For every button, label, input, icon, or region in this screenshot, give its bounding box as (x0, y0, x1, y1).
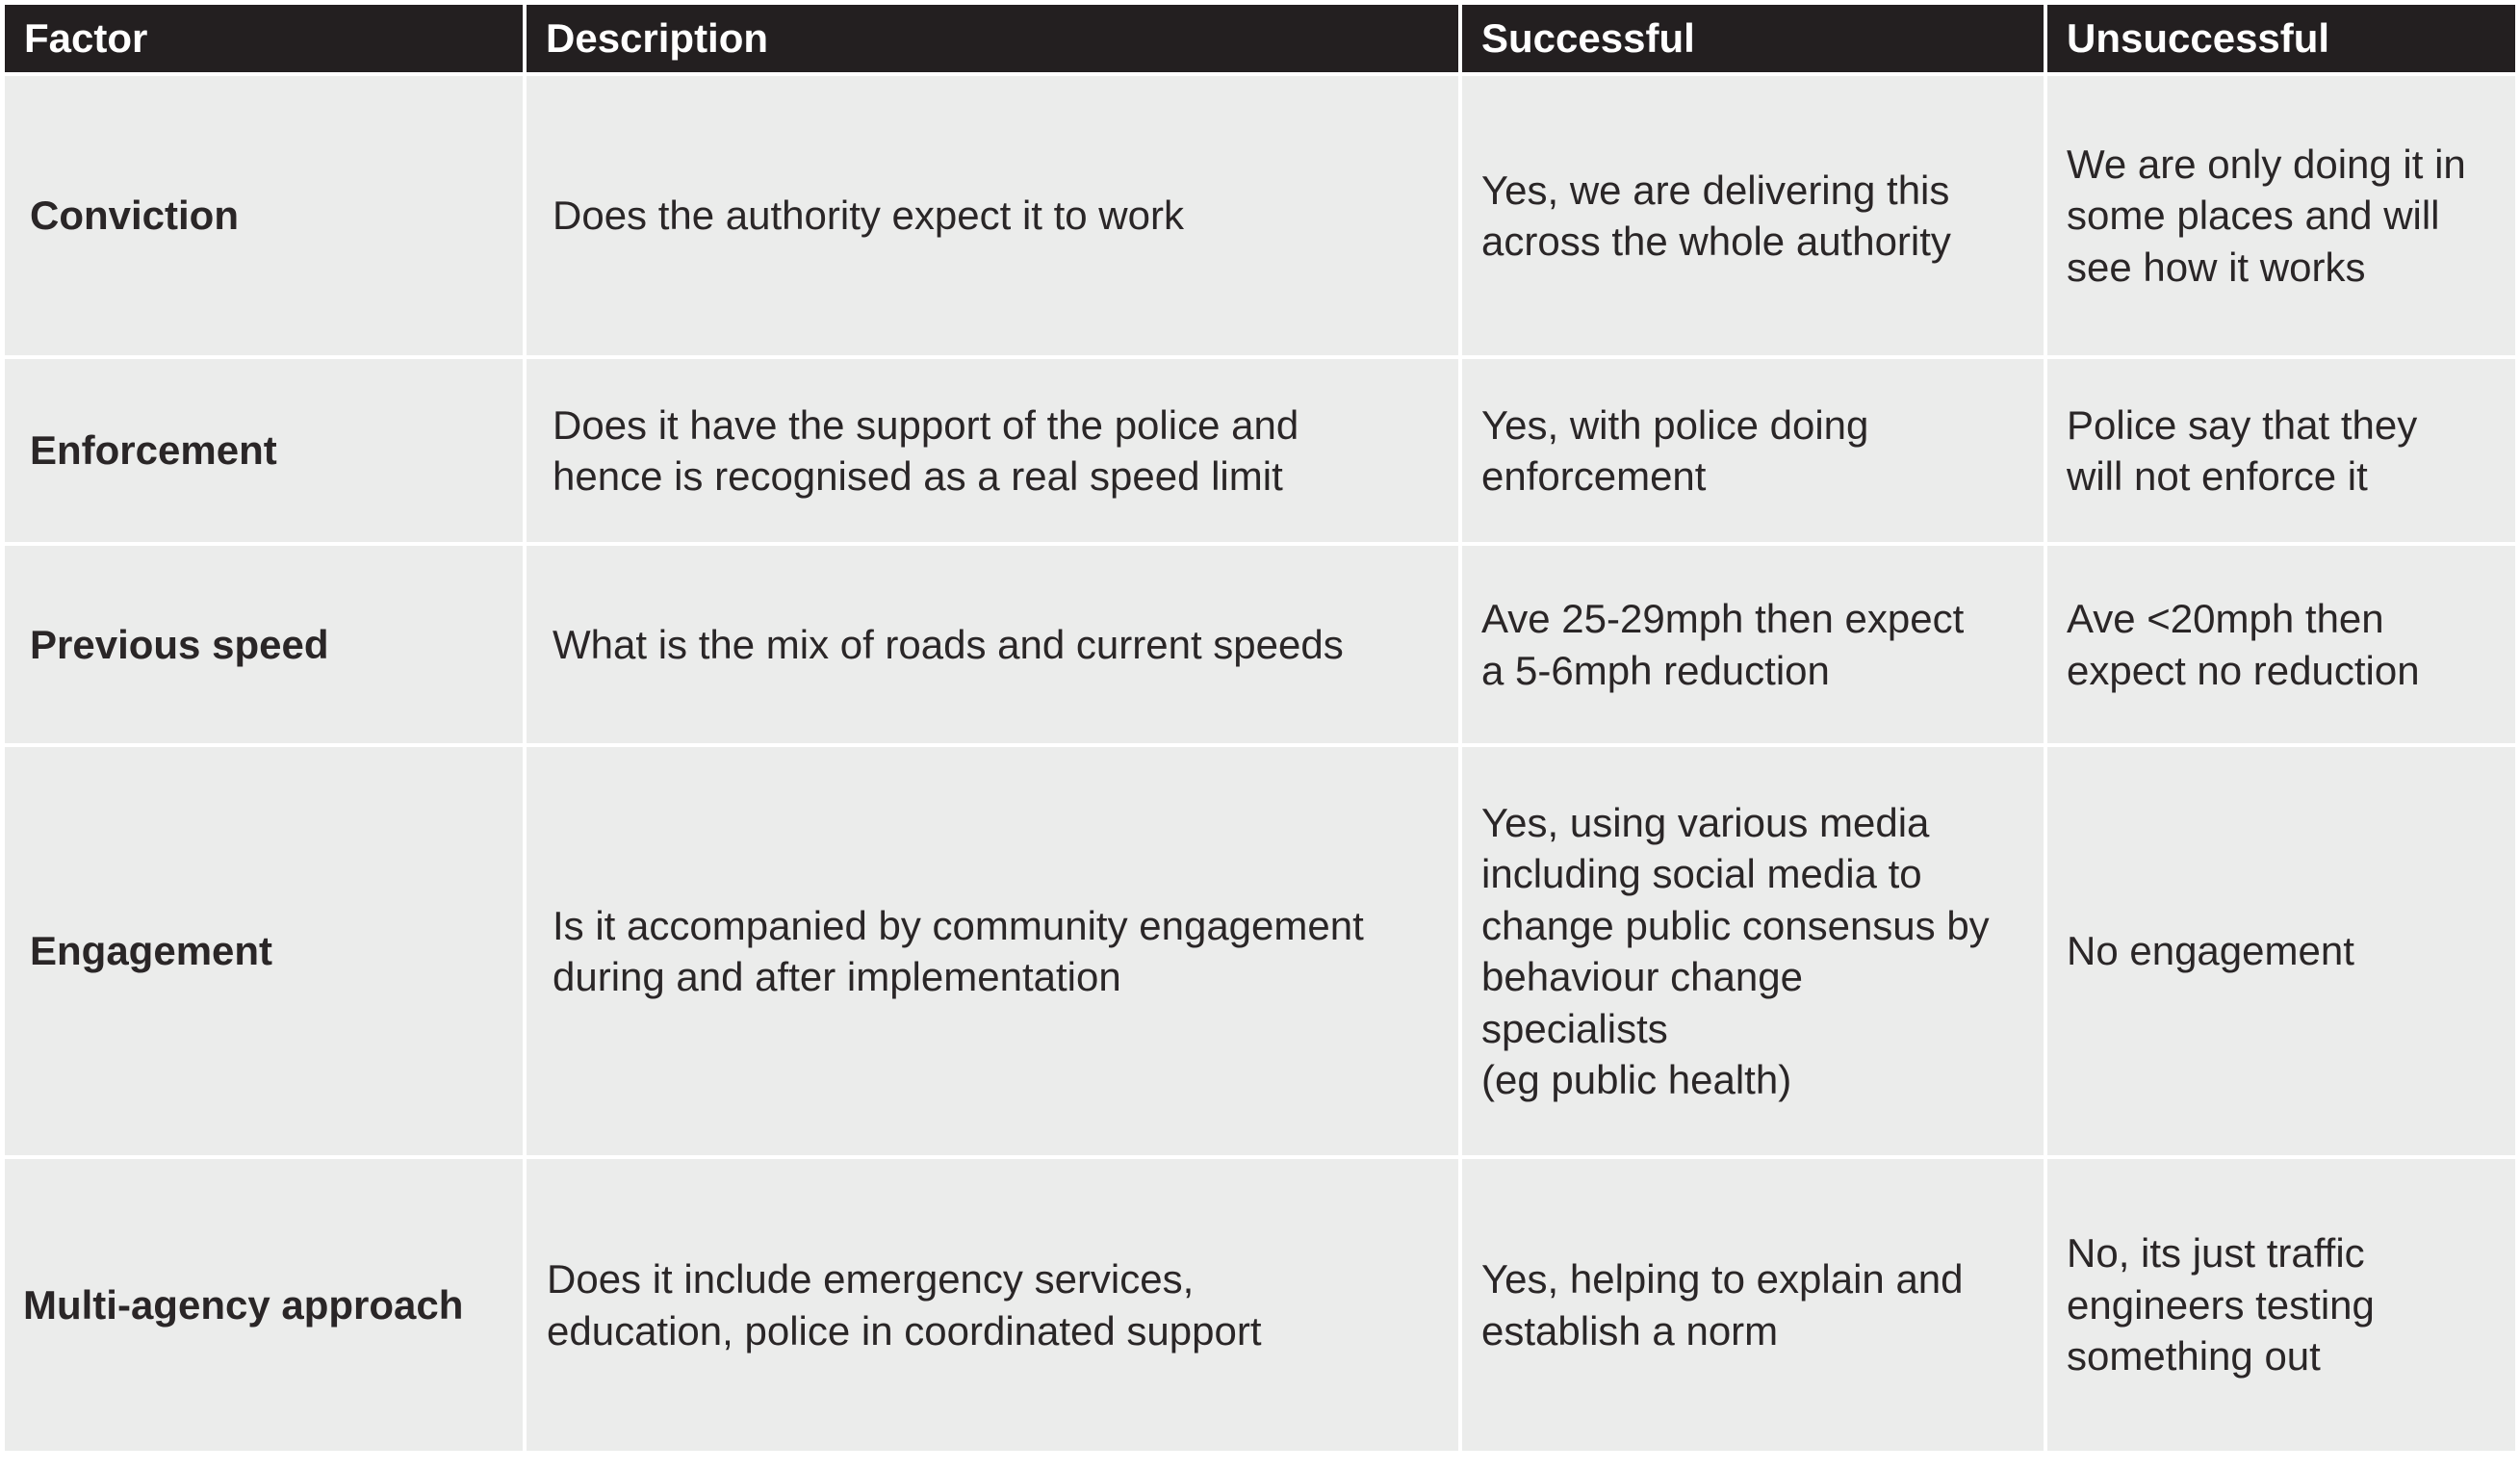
row-factor-cell: Conviction (5, 76, 523, 355)
row-description-cell: Does it have the support of the police and hence is recognised as a real speed limit (527, 359, 1458, 542)
row-successful-cell: Yes, we are delivering this across the whole authority (1462, 76, 2044, 355)
column-header-description: Description (527, 5, 1458, 72)
row-factor-cell: Previous speed (5, 546, 523, 743)
row-successful-cell: Yes, with police doing enforcement (1462, 359, 2044, 542)
row-factor-cell: Engagement (5, 747, 523, 1155)
row-successful-cell: Yes, using various media including social media to change public consensus by behaviour change specialists (eg public health) (1462, 747, 2044, 1155)
row-successful-cell: Ave 25-29mph then expect a 5-6mph reduction (1462, 546, 2044, 743)
row-unsuccessful-cell: Police say that they will not enforce it (2047, 359, 2515, 542)
row-description-cell: Does the authority expect it to work (527, 76, 1458, 355)
row-factor-cell: Enforcement (5, 359, 523, 542)
column-header-factor: Factor (5, 5, 523, 72)
factors-table (5, 5, 2515, 1451)
row-unsuccessful-cell: We are only doing it in some places and will see how it works (2047, 76, 2515, 355)
row-factor-cell: Multi-agency approach (5, 1159, 523, 1451)
column-header-unsuccessful: Unsuccessful (2047, 5, 2515, 72)
row-successful-cell: Yes, helping to explain and establish a norm (1462, 1159, 2044, 1451)
row-unsuccessful-cell: No, its just traffic engineers testing something out (2047, 1159, 2515, 1451)
row-description-cell: Does it include emergency services, education, police in coordinated support (527, 1159, 1458, 1451)
row-unsuccessful-cell: No engagement (2047, 747, 2515, 1155)
row-unsuccessful-cell: Ave <20mph then expect no reduction (2047, 546, 2515, 743)
row-description-cell: Is it accompanied by community engagement during and after implementation (527, 747, 1458, 1155)
column-header-successful: Successful (1462, 5, 2044, 72)
row-description-cell: What is the mix of roads and current speeds (527, 546, 1458, 743)
